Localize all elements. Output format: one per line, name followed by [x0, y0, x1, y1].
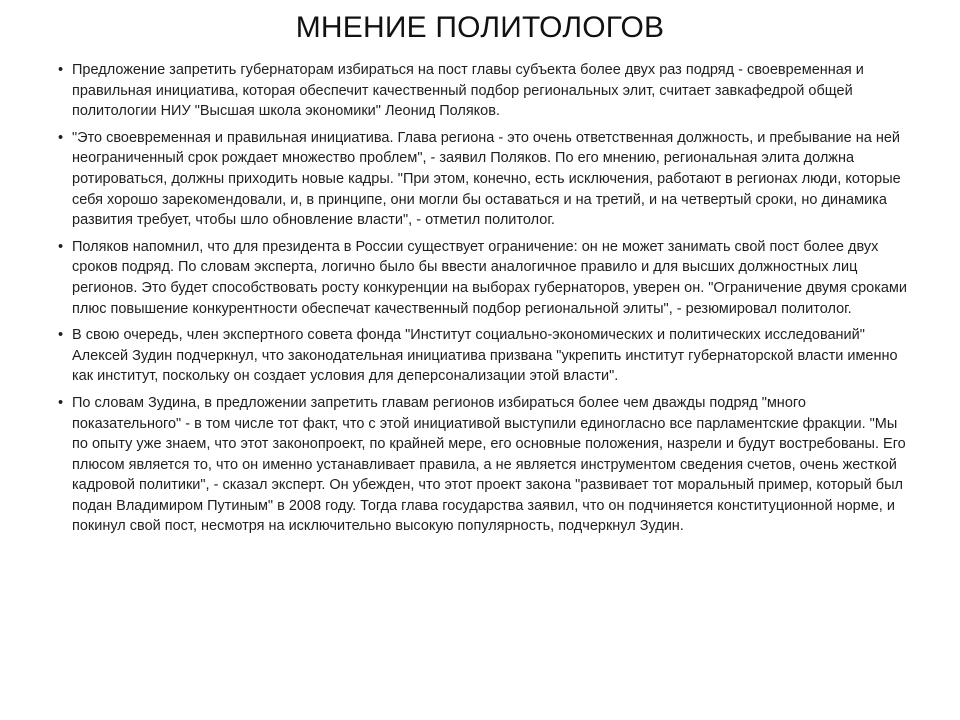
bullet-text: Предложение запретить губернаторам избираться на пост главы субъекта более двух раз подряд - своевременная и правильная инициатива, которая обеспечит качественный подбор региональных элит, считает завкафедрой общей политологии НИУ "Высшая школа экономики" Леонид Поляков.	[72, 62, 864, 120]
bullet-item	[58, 393, 908, 537]
bullet-icon: •	[58, 129, 64, 146]
slide-title: МНЕНИЕ ПОЛИТОЛОГОВ	[295, 11, 665, 44]
bullet-item	[58, 237, 908, 319]
bullet-icon: •	[58, 327, 64, 344]
bullet-text: Поляков напомнил, что для президента в России существует ограничение: он не может занимать свой пост более двух сроков подряд. По словам эксперта, логично было бы ввести аналогичное правило и для высших должностных лиц регионов. Это будет способствовать росту конкуренции на выборах губернаторов, уверен он. "Ограничение двумя сроками плюс повышение конкурентности обеспечат качественный подбор региональной элиты", - резюмировал политолог.	[72, 238, 907, 317]
bullet-item	[58, 128, 908, 231]
bullet-icon: •	[58, 62, 64, 78]
bullet-icon: •	[58, 394, 64, 411]
bullet-list	[58, 60, 908, 543]
bullet-icon: •	[58, 238, 64, 255]
bullet-text: По словам Зудина, в предложении запретить главам регионов избираться более чем дважды подряд "много показательного" - в том числе тот факт, что с этой инициативой выступили единогласно все парламентские фракции. "Мы по опыту уже знаем, что этот законопроект, по крайней мере, его основные положения, назрели и будут востребованы. Его плюсом является то, что он именно устанавливает правила, а не является инструментом сведения счетов, очень жесткой кадровой политики", - сказал эксперт. Он убежден, что этот проект закона "развивает тот моральный пример, который был подан Владимиром Путиным" в 2008 году. Тогда глава государства заявил, что он подчиняется конституционной норме, и покинул свой пост, несмотря на исключительно высокую популярность, подчеркнул Зудин.	[72, 394, 906, 535]
bullet-text: В свою очередь, член экспертного совета фонда "Институт социально-экономических и политических исследований" Алексей Зудин подчеркнул, что законодательная инициатива призвана "укрепить институт губернаторской власти именно как институт, поскольку он создает условия для деперсонализации этой власти".	[72, 327, 898, 385]
bullet-item	[58, 325, 908, 387]
bullet-text: "Это своевременная и правильная инициатива. Глава региона - это очень ответственная должность, и пребывание на ней неограниченный срок рождает множество проблем", - заявил Поляков. По его мнению, региональная элита должна ротироваться, должны приходить новые кадры. "При этом, конечно, есть исключения, работают в регионах люди, которые себя хорошо зарекомендовали, и, в принципе, они могли бы оставаться и на третий, и на четвертый сроки, но динамика развития требует, чтобы шло обновление власти", - отметил политолог.	[72, 129, 901, 229]
bullet-item	[58, 60, 908, 122]
